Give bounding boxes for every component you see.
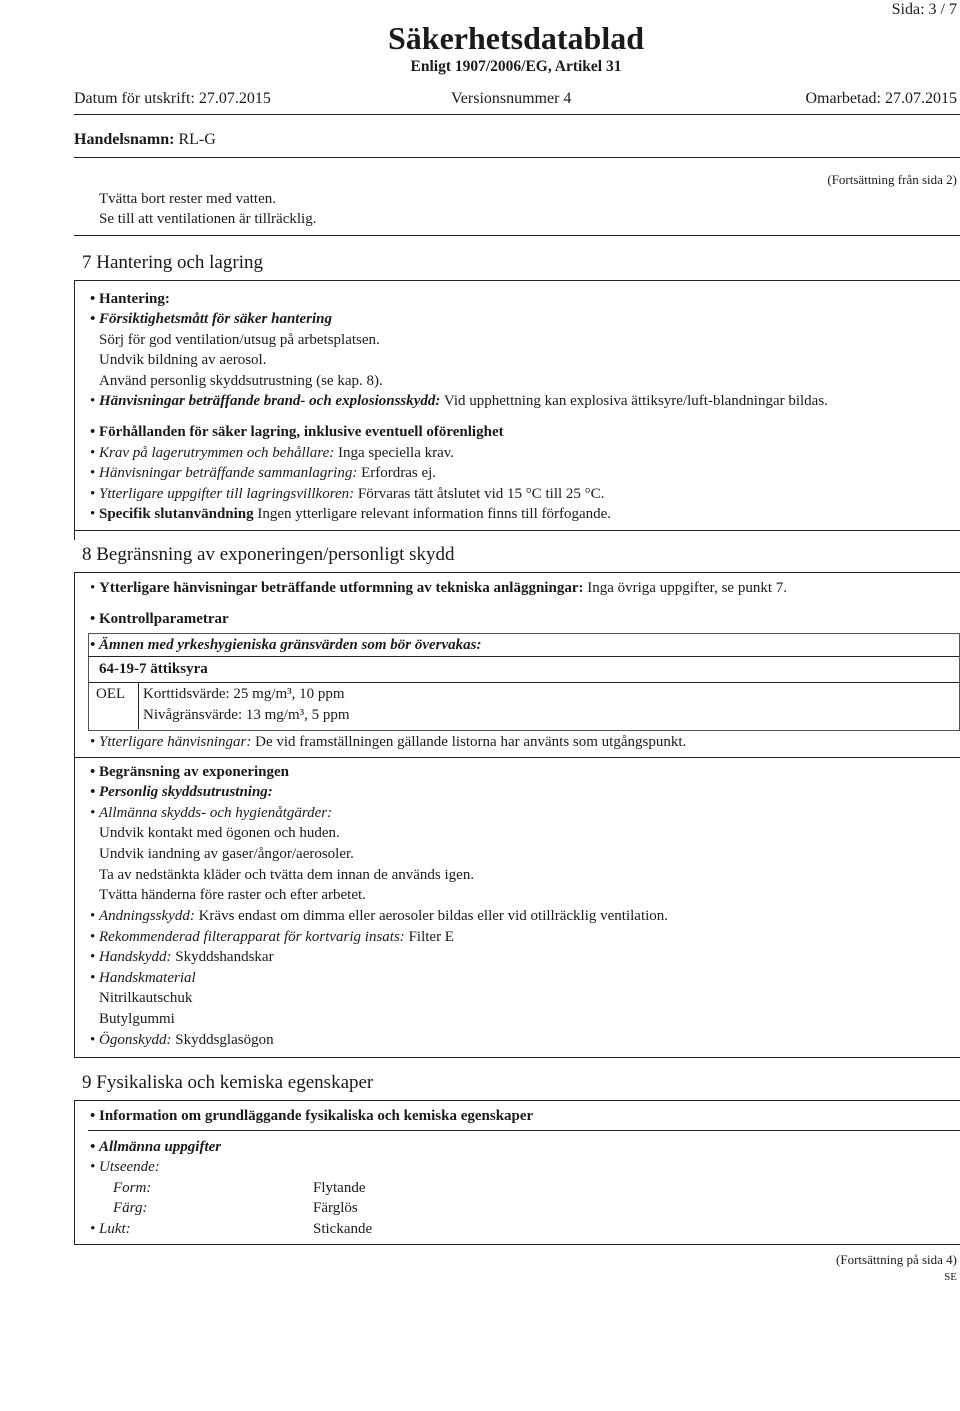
section-8-divider [74,530,960,531]
version-number: Versionsnummer 4 [451,90,572,107]
specific-end-use [99,504,611,525]
basic-properties-heading: • Information om grundläggande fysikaliska och kemiska egenskaper [99,1106,533,1127]
hygiene-text-2: Undvik iandning av gaser/ångor/aerosoler. [99,846,354,862]
handling-heading: • Hantering: [99,289,170,310]
exposure-divider [74,757,960,758]
storage-conditions-text: Förvaras tätt åtslutet vid 15 °C till 25 °C. [354,486,605,502]
precautions-heading: • Försiktighetsmått för säker hantering [99,309,332,330]
handling-text-2: Undvik bildning av aerosol. [99,352,267,368]
section-7-divider [74,235,960,236]
odor-value: Stickande [313,1221,373,1237]
filter-device-text: Filter E [404,929,454,945]
glove-material-2: Butylgummi [99,1011,175,1027]
section-9-divider [74,1057,960,1058]
storage-heading: • Förhållanden för säker lagring, inklusive eventuell oförenlighet [99,422,504,443]
section-8-left-rule [74,572,75,1057]
odor-label: • Lukt: [99,1219,131,1240]
joint-storage-note [99,463,436,484]
form-value: Flytande [313,1180,366,1196]
section-8-top-rule [74,572,960,573]
monitored-substances-heading: • Ämnen med yrkeshygieniska gränsvärden som bör övervakas: [99,635,482,656]
section-7-title: 7 Hantering och lagring [82,252,263,273]
basic-properties-rule [88,1130,960,1131]
further-references-note [99,732,686,753]
storage-requirements-text: Inga speciella krav. [334,445,455,461]
trade-name [74,130,216,151]
eye-protection-text: Skyddsglasögon [171,1032,274,1048]
hand-protection-note [99,947,274,968]
hygiene-text-1: Undvik kontakt med ögonen och huden. [99,825,340,841]
exposure-table-rule-1 [88,656,959,657]
storage-conditions-label: Ytterligare uppgifter till lagringsvillkoren: [99,486,355,502]
appearance-heading: • Utseende: [99,1157,160,1178]
section-9-top-rule [74,1100,960,1101]
exposure-table-rule-2 [88,682,959,683]
page-number: Sida: 3 / 7 [891,1,957,18]
handling-text-1: Sörj för god ventilation/utsug på arbetsplatsen. [99,332,380,348]
respiratory-protection-label: Andningsskydd: [99,908,195,924]
technical-measures-text: Inga övriga uppgifter, se punkt 7. [583,580,787,596]
section-9-bottom-rule [74,1244,960,1245]
section-9-left-rule [74,1100,75,1245]
ppe-heading: • Personlig skyddsutrustning: [99,782,273,803]
section-8-title: 8 Begränsning av exponeringen/personligt skydd [82,544,455,565]
country-code: SE [944,1271,957,1283]
intro-line-2: Se till att ventilationen är tillräcklig. [99,211,317,227]
trade-name-value: RL-G [178,131,216,148]
technical-measures-label: Ytterligare hänvisningar beträffande utformning av tekniska anläggningar: [99,580,584,596]
respiratory-protection-note [99,906,668,927]
fire-protection-label: Hänvisningar beträffande brand- och explosionsskydd: [99,393,441,409]
fire-protection-text: Vid upphettning kan explosiva ättiksyre/luft-blandningar bildas. [440,393,828,409]
hygiene-text-4: Tvätta händerna före raster och efter arbetet. [99,887,366,903]
exposure-controls-heading: • Begränsning av exponeringen [99,762,289,783]
oel-level-value: Nivågränsvärde: 13 mg/m³, 5 ppm [143,707,350,723]
joint-storage-text: Erfordras ej. [357,465,437,481]
trade-name-divider [74,157,960,158]
fire-protection-note [99,391,828,412]
further-references-label: Ytterligare hänvisningar: [99,734,252,750]
continued-to-note: (Fortsättning på sida 4) [836,1252,957,1267]
hygiene-text-3: Ta av nedstänkta kläder och tvätta dem innan de används igen. [99,867,475,883]
exposure-table-col-rule [138,683,139,729]
storage-requirements-label: Krav på lagerutrymmen och behållare: [99,445,335,461]
control-parameters-heading: • Kontrollparametrar [99,609,229,630]
header-divider [74,114,960,115]
eye-protection-label: Ögonskydd: [99,1032,172,1048]
color-value: Färglös [313,1200,358,1216]
section-7-top-rule [74,280,960,281]
color-label: Färg: [113,1200,148,1216]
respiratory-protection-text: Krävs endast om dimma eller aerosoler bildas eller vid otillräcklig ventilation. [194,908,669,924]
section-7-left-rule [74,280,75,540]
filter-device-note [99,927,454,948]
hand-protection-text: Skyddshandskar [171,949,274,965]
substance-name: 64-19-7 ättiksyra [99,661,208,677]
hygiene-measures-heading: • Allmänna skydds- och hygienåtgärder: [99,803,332,824]
intro-line-1: Tvätta bort rester med vatten. [99,191,277,207]
general-info-heading: • Allmänna uppgifter [99,1137,221,1158]
glove-material-heading: • Handskmaterial [99,968,196,989]
technical-measures-note [99,578,787,599]
oel-short-term-value: Korttidsvärde: 25 mg/m³, 10 ppm [143,686,345,702]
glove-material-1: Nitrilkautschuk [99,990,193,1006]
document-subtitle: Enligt 1907/2006/EG, Artikel 31 [410,58,622,75]
filter-device-label: Rekommenderad filterapparat för kortvarig insats: [99,929,405,945]
hand-protection-label: Handskydd: [99,949,172,965]
eye-protection-note [99,1030,274,1051]
print-date: Datum för utskrift: 27.07.2015 [74,90,271,107]
specific-end-use-text: Ingen ytterligare relevant information finns till förfogande. [253,506,612,522]
document-title: Säkerhetsdatablad [387,20,645,56]
trade-name-label: Handelsnamn: [74,131,175,148]
form-label: Form: [113,1180,152,1196]
specific-end-use-label: Specifik slutanvändning [99,506,254,522]
oel-label: OEL [96,686,126,702]
joint-storage-label: Hänvisningar beträffande sammanlagring: [99,465,358,481]
continued-from-note: (Fortsättning från sida 2) [827,172,957,187]
storage-requirements [99,443,454,464]
revision-date: Omarbetad: 27.07.2015 [805,90,957,107]
section-9-title: 9 Fysikaliska och kemiska egenskaper [82,1072,374,1093]
handling-text-3: Använd personlig skyddsutrustning (se kap. 8). [99,373,383,389]
storage-conditions-note [99,484,604,505]
further-references-text: De vid framställningen gällande listorna har använts som utgångspunkt. [251,734,687,750]
